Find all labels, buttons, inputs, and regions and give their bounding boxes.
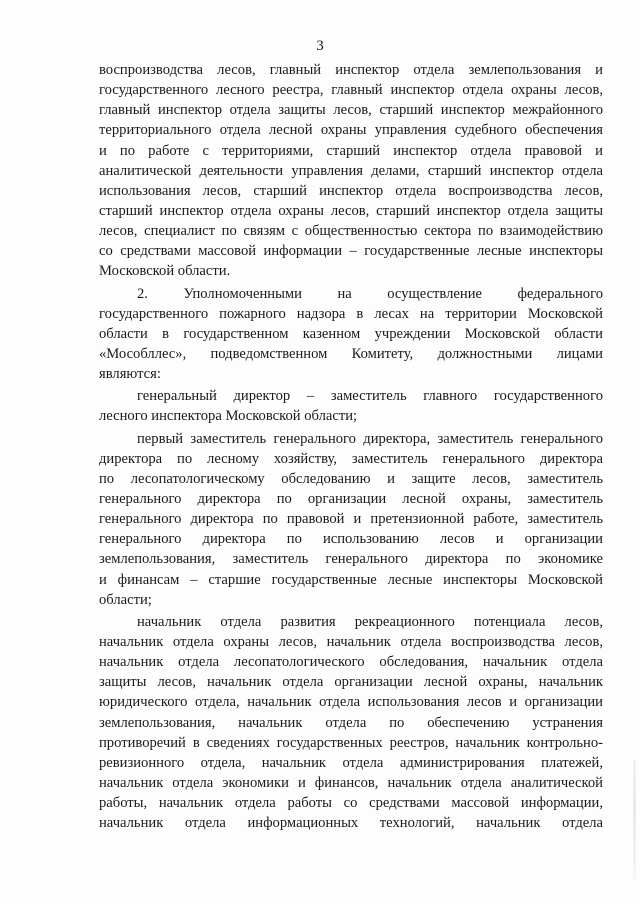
scan-edge-artifact (633, 760, 636, 880)
text-line: работы, начальник отдела работы со средствами массовой информации, (99, 795, 603, 812)
text-line: являются: (99, 366, 161, 383)
text-line: начальник отдела лесопатологического обследования, начальник отдела (99, 654, 603, 671)
text-line: «Мособллес», подведомственном Комитету, должностными лицами (99, 345, 603, 362)
document-body (99, 60, 603, 833)
text-line: территориального отдела лесной охраны управления судебного обеспечения (99, 122, 603, 139)
text-line: начальник отдела охраны лесов, начальник отдела воспроизводства лесов, (99, 633, 603, 650)
text-line: землепользования, начальник отдела по обеспечению устранения (99, 714, 603, 731)
paragraph-3 (99, 386, 603, 426)
text-line: лесного инспектора Московской области; (99, 408, 358, 425)
text-line: области; (99, 591, 152, 608)
text-line: главный инспектор отдела защиты лесов, старший инспектор межрайонного (99, 102, 603, 119)
text-line: генерального директора по организации лесной охраны, заместитель (99, 490, 603, 507)
text-line: первый заместитель генерального директора, заместитель генерального (137, 430, 603, 447)
text-line: и финансам – старшие государственные лесные инспекторы Московской (99, 571, 603, 588)
text-line: директора по лесному хозяйству, заместитель генерального директора (99, 450, 603, 467)
text-line: противоречий в сведениях государственных реестров, начальник контрольно- (99, 734, 603, 751)
text-line: генерального директора по использованию лесов и организации (99, 531, 603, 548)
text-line: генерального директора по правовой и претензионной работе, заместитель (99, 511, 603, 528)
text-line: воспроизводства лесов, главный инспектор отдела землепользования и (99, 62, 603, 78)
paragraph-1 (99, 60, 603, 282)
text-line: области в государственном казенном учреждении Московской области (99, 325, 603, 342)
paragraph-5 (99, 612, 603, 834)
text-line: юридического отдела, начальник отдела использования лесов и организации (99, 694, 603, 711)
paragraph-4 (99, 429, 603, 610)
text-line: защиты лесов, начальник отдела организации лесной охраны, начальник (99, 674, 603, 691)
text-line: начальник отдела экономики и финансов, начальник отдела аналитической (99, 774, 603, 791)
text-line: государственного пожарного надзора в лесах на территории Московской (99, 305, 603, 322)
text-line: 2. Уполномоченными на осуществление федерального (137, 285, 603, 302)
text-line: землепользования, заместитель генерального директора по экономике (99, 551, 603, 568)
text-line: Московской области. (99, 263, 231, 280)
text-line: ревизионного отдела, начальник отдела администрирования платежей, (99, 754, 603, 771)
text-line: и по работе с территориями, старший инспектор отдела правовой и (99, 142, 603, 159)
text-line: начальник отдела развития рекреационного потенциала лесов, (137, 613, 603, 630)
text-line: использования лесов, старший инспектор отдела воспроизводства лесов, (99, 182, 603, 199)
text-line: генеральный директор – заместитель главного государственного (137, 388, 603, 405)
page-number: 3 (316, 38, 324, 54)
text-line: государственного лесного реестра, главный инспектор отдела охраны лесов, (99, 82, 603, 99)
text-line: начальник отдела информационных технологий, начальник отдела (99, 815, 603, 832)
text-line: по лесопатологическому обследованию и защите лесов, заместитель (99, 470, 603, 487)
text-line: аналитической деятельности управления делами, старший инспектор отдела (99, 162, 603, 179)
text-line: лесов, специалист по связям с общественностью сектора по взаимодействию (99, 223, 603, 240)
text-line: старший инспектор отдела охраны лесов, старший инспектор отдела защиты (99, 202, 603, 219)
paragraph-2 (99, 284, 603, 385)
text-line: со средствами массовой информации – государственные лесные инспекторы (99, 243, 603, 260)
